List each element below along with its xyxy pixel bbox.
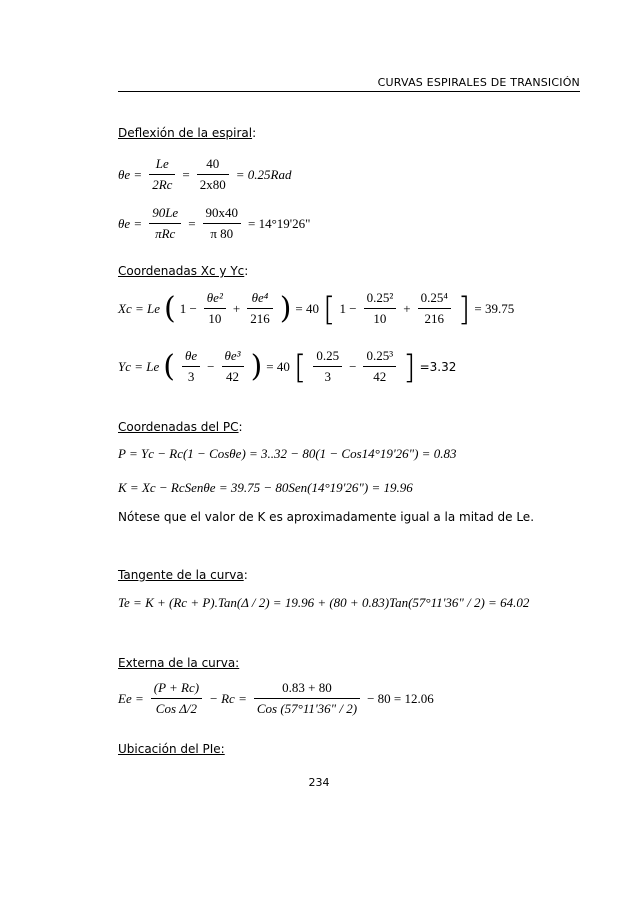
fraction — [254, 680, 360, 717]
section-heading-ubicacion — [118, 742, 225, 756]
equals: = — [182, 166, 190, 182]
eq-lhs: Ee = — [118, 690, 144, 706]
fraction — [149, 156, 175, 193]
numerator: 40 — [197, 156, 229, 175]
fraction — [203, 205, 242, 242]
one-minus: 1 − — [179, 300, 197, 316]
denominator: Cos (57°11'36" / 2) — [256, 701, 358, 716]
numerator: Le — [149, 156, 175, 175]
denominator: 42 — [373, 369, 387, 384]
equation-te — [118, 595, 529, 611]
equation-theta-deg — [118, 205, 310, 242]
numerator: 90x40 — [203, 205, 242, 224]
running-header: CURVAS ESPIRALES DE TRANSICIÓN — [377, 76, 580, 89]
denominator: 42 — [226, 369, 240, 384]
eq-result: =3.32 — [419, 359, 457, 374]
section-heading-pc — [118, 420, 243, 434]
denominator: π 80 — [210, 226, 234, 241]
numerator: θe² — [204, 290, 226, 309]
eq-result: = 39.75 — [474, 300, 515, 316]
equals: = — [188, 215, 196, 231]
numerator: θe⁴ — [247, 290, 273, 309]
numerator: 0.83 + 80 — [254, 680, 360, 699]
plus: + — [403, 300, 411, 316]
fraction — [151, 680, 202, 717]
eq-text: Te = K + (Rc + P).Tan(Δ / 2) = 19.96 + (80 + 0.83)Tan(57°11'36" / 2) = 64.02 — [118, 595, 530, 610]
eq-mid: = 40 — [295, 300, 320, 316]
heading-suffix: : — [238, 420, 243, 434]
fraction — [197, 156, 229, 193]
denominator: πRc — [155, 226, 176, 241]
numerator: θe³ — [222, 348, 244, 367]
denominator: 3 — [324, 369, 331, 384]
section-heading-xc-yc — [118, 264, 248, 278]
fraction — [363, 348, 396, 385]
fraction — [182, 348, 200, 385]
numerator: (P + Rc) — [151, 680, 202, 699]
plus: + — [232, 300, 241, 316]
fraction — [247, 290, 273, 327]
eq-lhs: θe = — [118, 166, 143, 182]
eq-text: K = Xc − RcSenθe = 39.75 − 80Sen(14°19'26") = 19.96 — [118, 480, 413, 495]
eq-result: = 14°19'26" — [248, 215, 311, 231]
eq-mid: − Rc = — [209, 690, 247, 706]
eq-lhs: Xc = Le — [118, 300, 160, 316]
minus: − — [349, 358, 357, 374]
note-paragraph: Nótese que el valor de K es aproximadamente igual a la mitad de Le. — [118, 510, 535, 524]
denominator: 216 — [424, 311, 444, 326]
paren-close: ) — [250, 348, 263, 384]
equation-ee — [118, 680, 434, 717]
denominator: 10 — [373, 311, 387, 326]
numerator: 0.25⁴ — [418, 290, 451, 309]
page-number: 234 — [308, 776, 330, 789]
heading-suffix: : — [252, 126, 257, 140]
heading-label: Coordenadas del PC — [118, 420, 239, 434]
heading-label: Deflexión de la espiral — [118, 126, 253, 140]
fraction — [418, 290, 451, 327]
section-heading-tangente — [118, 568, 248, 582]
bracket-close: ] — [457, 289, 471, 328]
fraction — [364, 290, 397, 327]
paren-open: ( — [163, 348, 175, 384]
denominator: 2x80 — [199, 177, 226, 192]
paren-open: ( — [163, 290, 176, 326]
equation-theta-rad — [118, 156, 291, 193]
equation-xc — [118, 290, 514, 327]
heading-label: Externa de la curva: — [118, 656, 240, 670]
fraction — [204, 290, 226, 327]
heading-suffix: : — [243, 568, 248, 582]
denominator: Cos Δ/2 — [155, 701, 198, 716]
numerator: 0.25 — [313, 348, 342, 367]
eq-mid: = 40 — [266, 358, 290, 374]
section-heading-deflexion — [118, 126, 256, 140]
numerator: θe — [182, 348, 200, 367]
eq-lhs: Yc = Le — [118, 358, 160, 374]
numerator: 90Le — [149, 205, 181, 224]
eq-text: P = Yc − Rc(1 − Cosθe) = 3..32 − 80(1 − Cos14°19'26") = 0.83 — [118, 446, 457, 461]
fraction — [149, 205, 181, 242]
header-rule — [118, 91, 580, 92]
equation-k — [118, 480, 413, 496]
bracket-open: [ — [293, 347, 307, 386]
heading-suffix: : — [244, 264, 249, 278]
eq-result: − 80 = 12.06 — [367, 690, 434, 706]
fraction — [313, 348, 342, 385]
denominator: 2Rc — [152, 177, 173, 192]
paren-close: ) — [279, 290, 292, 326]
denominator: 216 — [250, 311, 270, 326]
heading-label: Ubicación del PIe: — [118, 742, 225, 756]
eq-result: = 0.25Rad — [235, 166, 292, 182]
fraction — [222, 348, 244, 385]
equation-p — [118, 446, 456, 462]
numerator: 0.25³ — [363, 348, 396, 367]
heading-label: Coordenadas Xc y Yc — [118, 264, 245, 278]
bracket-open: [ — [323, 289, 336, 328]
eq-lhs: θe = — [118, 215, 143, 231]
section-heading-externa — [118, 656, 239, 670]
minus: − — [207, 358, 215, 374]
one-minus: 1 − — [339, 300, 357, 316]
denominator: 10 — [208, 311, 222, 326]
heading-label: Tangente de la curva — [118, 568, 244, 582]
equation-yc — [118, 348, 456, 385]
bracket-close: ] — [403, 347, 416, 386]
numerator: 0.25² — [364, 290, 397, 309]
denominator: 3 — [187, 369, 195, 384]
